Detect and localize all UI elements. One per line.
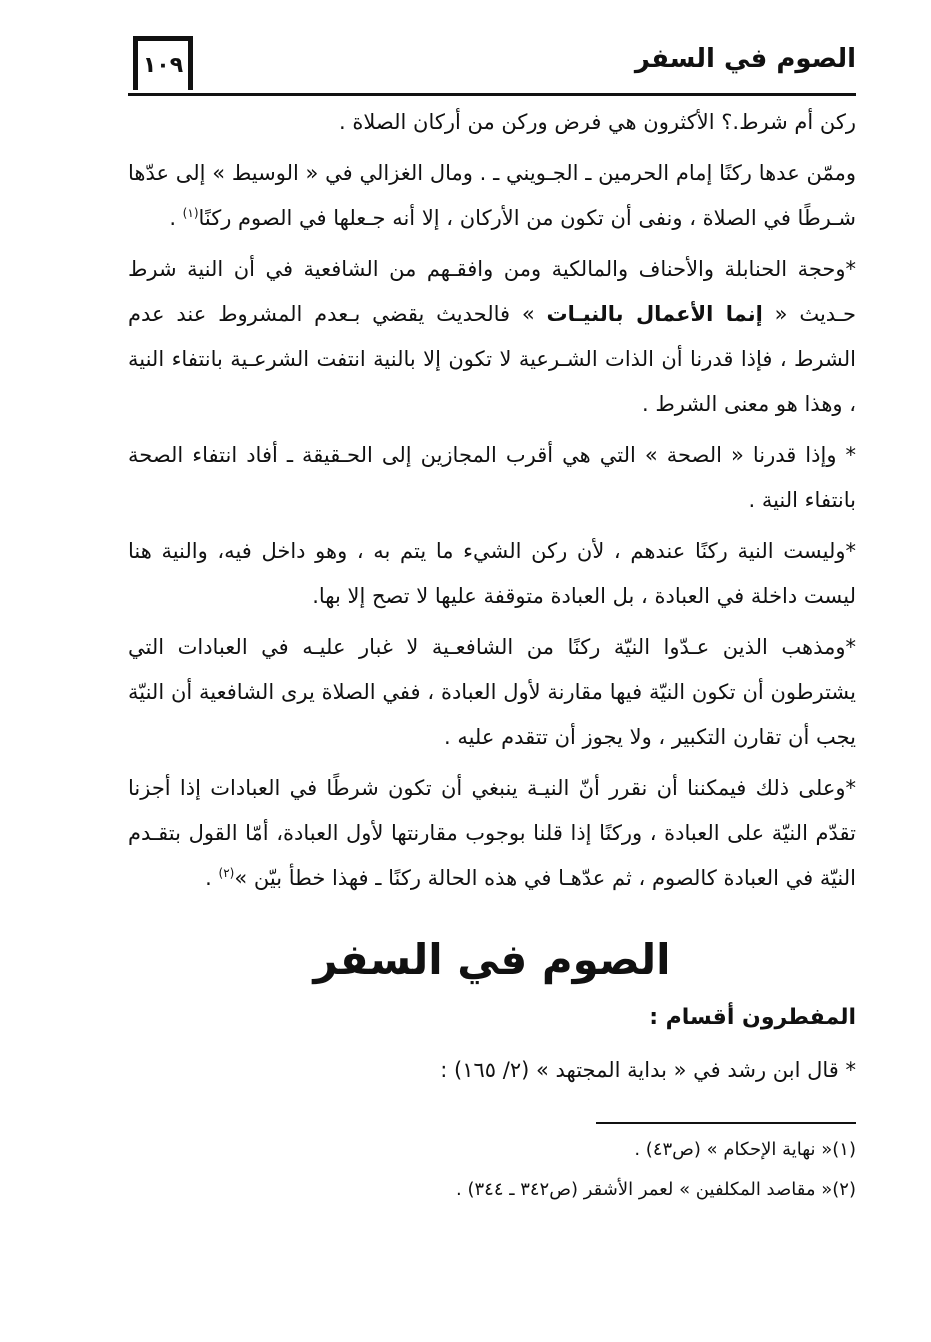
paragraph-2 (128, 151, 856, 241)
footnote-2: (٢)« مقاصد المكلفين » لعمر الأشقر (ص٣٤٢ ـ ٣٤٤) . (456, 1179, 856, 1200)
paragraph-1: ركن أم شرط.؟ الأكثرون هي فرض وركن من أركان الصلاة . (339, 110, 856, 134)
paragraph-4: * وإذا قدرنا « الصحة » التي هي أقرب المجازين إلى الحـقيقة ـ أفاد انتفاء الصحة بانتفاء النية . (128, 443, 856, 512)
footnote-ref-1: (١) (182, 206, 199, 220)
paragraph-3 (128, 247, 856, 427)
footnote-rule (596, 1122, 856, 1124)
body-text (128, 100, 856, 905)
page-number-box (133, 36, 193, 90)
header-rule (128, 93, 856, 96)
quote-line: * قال ابن رشد في « بداية المجتهد » (٢/ ١٦٥) : (440, 1058, 856, 1082)
page-number: ١٠٩ (142, 53, 184, 78)
hadith-text: إنما الأعمال بالنيـات (546, 302, 763, 326)
paragraph-3-start: *وحجة الحنابلة والأحناف والمالكية ومن وافقـهم من الشافعية في أن النية شرط حـديث « (128, 257, 856, 326)
footnotes (156, 1130, 856, 1210)
paragraph-7 (128, 766, 856, 901)
page-header (128, 30, 856, 96)
paragraph-3-end: » فالحديث يقضي بـعدم المشروط عند عدم الشرط ، فإذا قدرنا أن الذات الشـرعية لا تكون إلا بالنية انتفت الشرعـية بانتفاء النية ، وهذا هو معنى الشرط . (128, 302, 856, 416)
paragraph-7-text: *وعلى ذلك فيمكننا أن نقرر أنّ النيـة ينبغي أن تكون شرطًا في العبادات إذا أجزنا تقدّم النيّة على العبادة ، وركنًا إذا قلنا بوجوب مقارنتها لأول العبادة، أمّا القول بتقـدم النيّة في العبادة كالصوم ، ثم عدّهـا في هذه الحالة ركنًا ـ فهذا خطأ بيّن » (128, 776, 856, 890)
paragraph-6: *ومذهب الذين عـدّوا النيّة ركنًا من الشافعـية لا غبار عليـه في العبادات التي يشترطون أن تكون النيّة فيها مقارنة لأول العبادة ، ففي الصلاة يرى الشافعية أن النيّة يجب أن تقارن التكبير ، ولا يجوز أن تتقدم عليه . (128, 635, 856, 749)
paragraph-7-end: . (205, 866, 219, 890)
footnote-ref-2: (٢) (218, 866, 235, 880)
section-heading: الصوم في السفر (313, 935, 671, 984)
footnote-1: (١)« نهاية الإحكام » (ص٤٣) . (634, 1139, 856, 1160)
subheading: المفطرون أقسام : (649, 1005, 856, 1030)
paragraph-2-end: . (169, 206, 183, 230)
paragraph-5: *وليست النية ركنًا عندهم ، لأن ركن الشيء ما يتم به ، وهو داخل فيه، والنية هنا ليست داخلة في العبادة ، بل العبادة متوقفة عليها لا تصح إلا بها. (128, 539, 856, 608)
paragraph-2-text: وممّن عدها ركنًا إمام الحرمين ـ الجـويني ـ . ومال الغزالي في « الوسيط » إلى عدّها شـرطًا في الصلاة ، ونفى أن تكون من الأركان ، إلا أنه جـعلها في الصوم ركنًا (128, 161, 856, 230)
running-title: الصوم في السفر (634, 44, 856, 74)
